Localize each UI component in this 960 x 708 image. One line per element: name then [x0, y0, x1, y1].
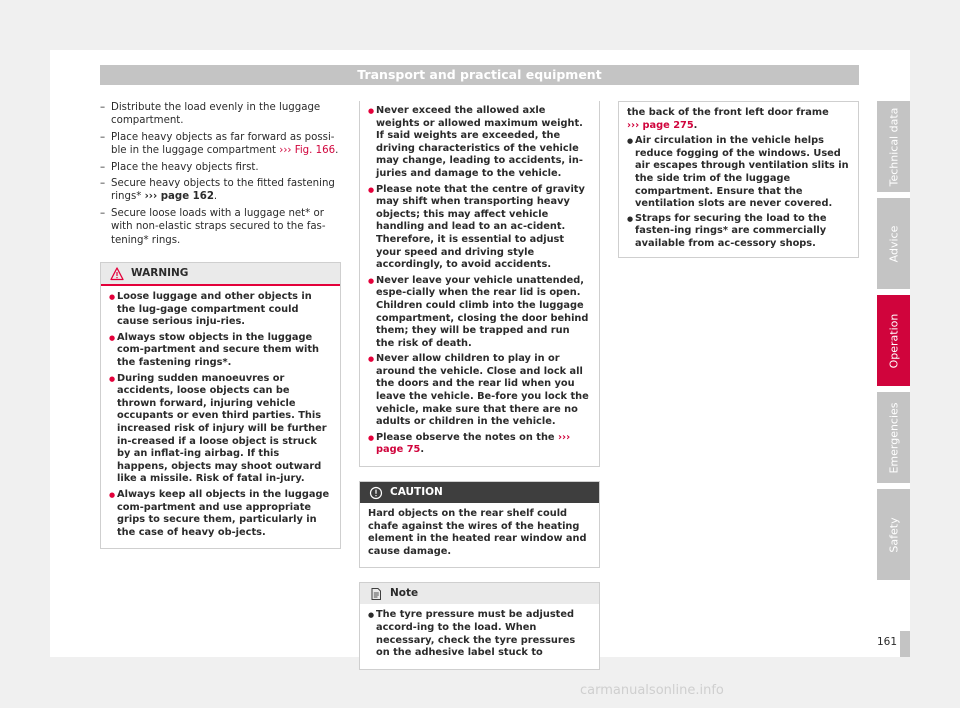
warning-bullet: ● Always keep all objects in the luggage com-partment and use appropriate grips to secure them, particularly in the case of heavy ob-jects.	[109, 489, 332, 539]
warning-triangle-icon	[110, 267, 124, 281]
caution-title: CAUTION	[390, 486, 443, 499]
tab-technical-data[interactable]: Technical data	[877, 101, 910, 192]
column-left	[100, 101, 341, 549]
caution-body	[360, 503, 599, 567]
list-item: – Secure loose loads with a luggage net* or with non-elastic straps secured to the fas-tening* rings.	[100, 207, 341, 247]
list-item: – Distribute the load evenly in the luggage compartment.	[100, 101, 341, 128]
warning-body	[360, 101, 599, 466]
caution-box	[359, 481, 600, 568]
note-bullet: ● Air circulation in the vehicle helps reduce fogging of the windows. Used air escapes through ventilation slits in the side trim of the luggage compartment. Ensure that the ventilation slots are never covered.	[627, 135, 850, 211]
note-header	[360, 583, 599, 604]
warning-bullet: ● Please observe the notes on the ››› page 75.	[368, 432, 591, 457]
instruction-list	[100, 101, 341, 247]
note-bullet: ● The tyre pressure must be adjusted accord-ing to the load. When necessary, check the tyre pressures on the adhesive label stuck to	[368, 609, 591, 659]
page-link[interactable]: ››› page 275	[627, 119, 694, 131]
tab-safety[interactable]: Safety	[877, 489, 910, 580]
warning-bullet: ● Never allow children to play in or around the vehicle. Close and lock all the doors and the rear lid when you leave the vehicle. Be-fore you lock the vehicle, make sure that there are no adults or children in the vehicle.	[368, 353, 591, 429]
note-icon	[369, 587, 383, 601]
warning-bullet: ● Never exceed the allowed axle weights or allowed maximum weight. If said weights are exceeded, the driving characteristics of the vehicle may change, leading to accidents, in-juries and damage to the vehicle.	[368, 105, 591, 181]
note-box-continued	[618, 101, 859, 258]
figure-link[interactable]: ››› Fig. 166	[279, 145, 336, 157]
warning-header	[101, 263, 340, 286]
list-item: – Place heavy objects as far forward as possi-ble in the luggage compartment ››› Fig. 166.	[100, 131, 341, 158]
warning-bullet: ● Never leave your vehicle unattended, espe-cially when the rear lid is open. Children could climb into the luggage compartment, closing the door behind them; they will be trapped and run the risk of death.	[368, 275, 591, 351]
caution-header	[360, 482, 599, 503]
list-item: – Secure heavy objects to the fitted fastening rings* ››› page 162.	[100, 177, 341, 204]
warning-title: WARNING	[131, 267, 189, 280]
column-middle	[359, 101, 600, 670]
note-body	[360, 604, 599, 668]
warning-box	[100, 262, 341, 549]
note-bullet: ● Straps for securing the load to the fasten-ing rings* are commercially available from ac-cessory shops.	[627, 213, 850, 251]
caution-circle-icon	[369, 486, 383, 500]
tab-emergencies[interactable]: Emergencies	[877, 392, 910, 483]
page-number-bar	[900, 631, 910, 657]
column-right	[618, 101, 859, 258]
warning-bullet: ● Always stow objects in the luggage com-partment and secure them with the fastening rings*.	[109, 332, 332, 370]
note-box	[359, 582, 600, 669]
page-link[interactable]: ››› page 75	[376, 431, 571, 456]
tab-operation[interactable]: Operation	[877, 295, 910, 386]
warning-bullet: ● Please note that the centre of gravity may shift when transporting heavy objects; this may affect vehicle handling and lead to an ac-cident. Therefore, it is essential to adjust your speed and driving style accordingly, to avoid accidents.	[368, 184, 591, 272]
note-lead: the back of the front left door frame ››› page 275.	[627, 107, 829, 131]
page-link[interactable]: ››› page 162	[144, 191, 214, 203]
warning-bullet: ● During sudden manoeuvres or accidents, loose objects can be thrown forward, injuring vehicle occupants or even third parties. This increased risk of injury will be further in-creased if a loose object is struck by an inflat-ing airbag. If this happens, objects may shoot outward like a missile. Risk of fatal in-jury.	[109, 373, 332, 486]
watermark: carmanualsonline.info	[580, 683, 724, 698]
page-header: Transport and practical equipment	[100, 65, 859, 85]
warning-body	[101, 286, 340, 548]
warning-box-continued	[359, 101, 600, 467]
list-item: – Place the heavy objects first.	[100, 161, 341, 174]
warning-bullet: ● Loose luggage and other objects in the lug-gage compartment could cause serious inju-ries.	[109, 291, 332, 329]
tab-advice[interactable]: Advice	[877, 198, 910, 289]
page-number: 161	[877, 636, 898, 648]
caution-text: Hard objects on the rear shelf could chafe against the wires of the heating element in the heated rear window and cause damage.	[368, 508, 587, 557]
note-title: Note	[390, 587, 419, 600]
